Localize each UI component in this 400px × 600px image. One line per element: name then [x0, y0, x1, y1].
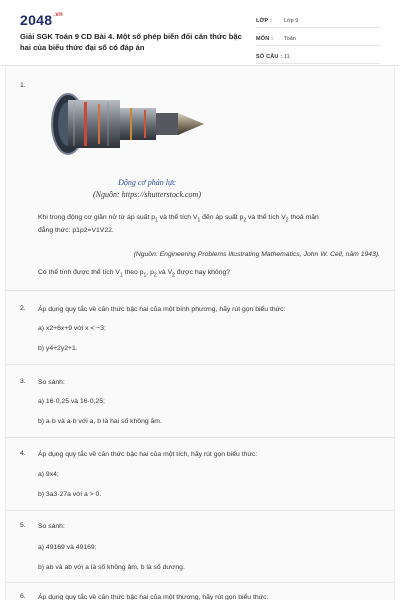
logo-suffix: .vn: [53, 12, 63, 18]
subscript: 2: [285, 217, 289, 224]
page-title: Giải SGK Toán 9 CD Bài 4. Một số phép biến đổi căn thức bậc hai của biểu thức đại số có đáp án: [20, 32, 242, 52]
question-5-text: So sánh:: [38, 523, 65, 530]
text-run: và thể tích V: [157, 214, 198, 221]
question-2-text: Áp dụng quy tắc về căn thức bậc hai của một bình phương, hãy rút gọn biểu thức:: [38, 306, 286, 313]
divider: [5, 290, 395, 291]
text-run: , p: [146, 269, 154, 276]
meta-value: Toán: [284, 35, 296, 42]
question-number: 2.: [20, 305, 26, 312]
logo-text: 2048: [20, 12, 53, 28]
divider: [5, 582, 395, 583]
divider: [5, 364, 395, 365]
question-number: 1.: [20, 82, 26, 89]
question-number: 5.: [20, 522, 26, 529]
question-number: 3.: [20, 378, 26, 385]
question-5-part-a: a) 49169 và 49169;: [38, 544, 97, 551]
meta-label: MÔN :: [256, 35, 274, 42]
image-caption-source: (Nguồn: https://shutterstock.com): [93, 190, 201, 199]
question-number: 6.: [20, 593, 26, 600]
subscript: 2: [172, 272, 175, 279]
question-4-text: Áp dụng quy tắc về căn thức bậc hai của một tích, hãy rút gọn biểu thức:: [38, 451, 258, 458]
meta-label: LỚP :: [256, 17, 272, 24]
subscript: 1: [197, 217, 201, 224]
page-header: [0, 0, 400, 66]
question-4-part-b: b) 3a3·27a với a > 0.: [38, 491, 102, 498]
question-number: 4.: [20, 450, 26, 457]
text-run: Có thể tính được thể tích V: [38, 269, 120, 276]
question-3-part-b: b) a·b và a·b với a, b là hai số không âm.: [38, 418, 162, 425]
question-4-part-a: a) 9x4;: [38, 471, 59, 478]
question-1-paragraph: [38, 213, 383, 225]
subscript: 2: [243, 217, 247, 224]
subscript: 1: [143, 272, 147, 279]
meta-row-class: [256, 14, 380, 28]
subscript: 1: [155, 217, 158, 224]
divider: [5, 437, 395, 438]
question-5-part-b: b) ab và ab với a là số không âm, b là số dương.: [38, 564, 185, 571]
meta-row-subject: [256, 32, 380, 46]
divider: [5, 510, 395, 511]
text-run: Khi trong động cơ giãn nở từ áp suất p: [38, 214, 156, 221]
text-run: thoả mãn: [288, 214, 319, 221]
question-1-prompt: [38, 268, 383, 280]
question-3-part-a: a) 16·0,25 và 16·0,25;: [38, 398, 105, 405]
question-1-equation: đẳng thức: p1p2=V1V22.: [38, 227, 114, 234]
text-run: và V: [156, 269, 173, 276]
meta-row-count: [256, 50, 380, 64]
jet-engine-image: [48, 88, 206, 160]
meta-label: SỐ CÂU :: [256, 53, 283, 60]
question-6-text: Áp dụng quy tắc về căn thức bậc hai của một thương, hãy rút gọn biểu thức:: [38, 594, 269, 600]
text-run: và thể tích V: [246, 214, 286, 221]
meta-value: Lớp 9: [284, 17, 299, 24]
text-run: được hay không?: [174, 269, 231, 276]
question-2-part-b: b) y4+2y2+1.: [38, 345, 78, 352]
meta-value: 11: [284, 53, 290, 60]
meta-panel: [256, 14, 380, 68]
question-2-part-a: a) x2+6x+9 với x < −3;: [38, 325, 106, 332]
subscript: 2: [153, 272, 157, 279]
question-3-text: So sánh:: [38, 379, 65, 386]
source-note: (Nguồn: Engineering Problems Illustrating Mathematics, John W. Cell, năm 1943).: [133, 251, 380, 258]
subscript: 1: [119, 272, 123, 279]
site-logo[interactable]: [20, 12, 63, 28]
text-run: theo p: [122, 269, 144, 276]
image-caption-title: Động cơ phản lực: [118, 178, 176, 187]
text-run: đến áp suất p: [200, 214, 244, 221]
